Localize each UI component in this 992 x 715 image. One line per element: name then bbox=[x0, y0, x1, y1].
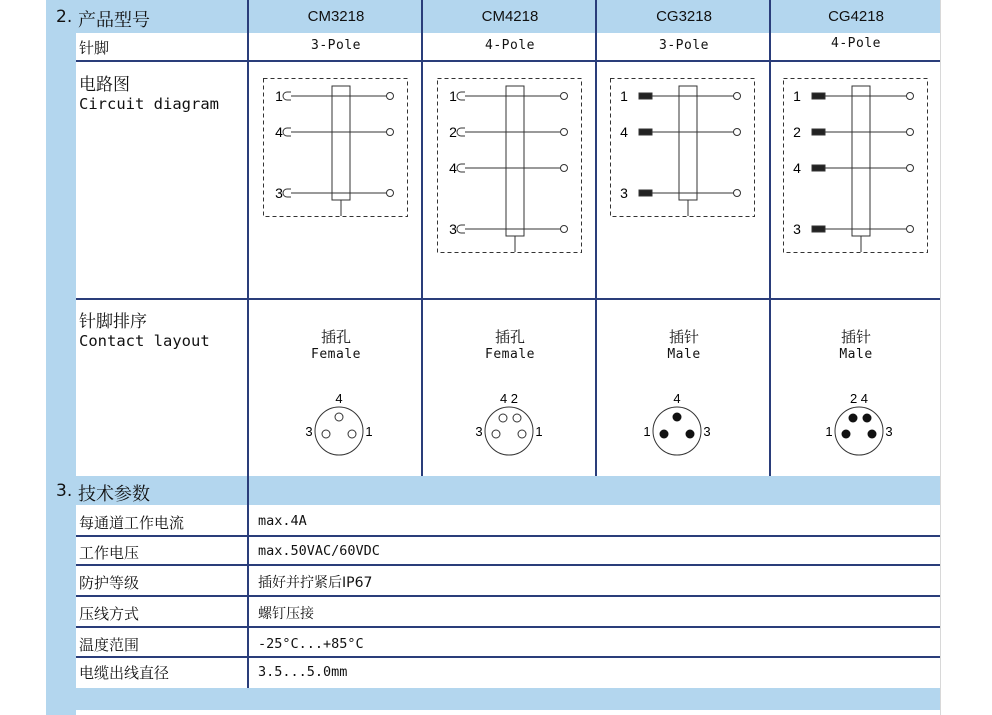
pole-count: 4-Pole bbox=[485, 38, 535, 53]
section2-number: 2. bbox=[56, 7, 73, 27]
contact-type-cn: 插针 bbox=[840, 328, 871, 346]
section2-title: 产品型号 bbox=[78, 10, 150, 31]
pin-number: 4 bbox=[449, 160, 457, 176]
contact-pin-label: 1 bbox=[365, 424, 373, 439]
page-margin bbox=[0, 0, 47, 660]
circuit-diagram bbox=[437, 78, 583, 254]
row-divider bbox=[76, 298, 940, 300]
contact-label-en: Contact layout bbox=[79, 332, 210, 350]
circuit-label-en: Circuit diagram bbox=[79, 95, 219, 113]
row-divider bbox=[76, 535, 940, 537]
contact-layout-diagram bbox=[824, 390, 894, 460]
contact-pin-label: 3 bbox=[305, 424, 313, 439]
spec-value: -25°C...+85°C bbox=[258, 636, 364, 652]
footer-band bbox=[46, 688, 940, 710]
contact-type-en: Male bbox=[839, 347, 873, 362]
pole-count: 4-Pole bbox=[831, 36, 881, 51]
pin-number: 2 bbox=[449, 124, 457, 140]
pin-number: 4 bbox=[793, 160, 801, 176]
page-margin-right bbox=[940, 0, 992, 715]
contact-layout-diagram bbox=[642, 390, 712, 460]
contact-pin-label: 3 bbox=[885, 424, 893, 439]
row-divider bbox=[76, 564, 940, 566]
contact-type-cn: 插孔 bbox=[494, 328, 525, 346]
model-name: CG3218 bbox=[656, 8, 712, 25]
pin-number: 3 bbox=[793, 221, 801, 237]
spec-label: 压线方式 bbox=[79, 605, 140, 623]
contact-pin-label: 4 bbox=[335, 391, 343, 406]
column-divider bbox=[769, 0, 771, 476]
pin-number: 1 bbox=[449, 88, 457, 104]
contact-type-cn: 插针 bbox=[668, 328, 699, 346]
pin-number: 2 bbox=[793, 124, 801, 140]
circuit-diagram bbox=[783, 78, 929, 254]
row-divider bbox=[76, 595, 940, 597]
section3-header-band bbox=[46, 476, 940, 505]
column-divider bbox=[247, 0, 249, 476]
pin-number: 3 bbox=[275, 185, 283, 201]
contact-pin-label: 1 bbox=[535, 424, 543, 439]
pin-number: 1 bbox=[275, 88, 283, 104]
contact-pin-label: 2 4 bbox=[849, 391, 869, 406]
row-divider bbox=[76, 656, 940, 658]
contact-pin-label: 4 bbox=[673, 391, 681, 406]
contact-pin-label: 3 bbox=[703, 424, 711, 439]
spec-value: 3.5...5.0mm bbox=[258, 664, 348, 680]
model-name: CM4218 bbox=[481, 8, 539, 25]
contact-type-cn: 插孔 bbox=[320, 328, 351, 346]
model-name: CM3218 bbox=[307, 8, 365, 25]
pin-number: 1 bbox=[620, 88, 628, 104]
spec-label: 电缆出线直径 bbox=[79, 664, 170, 682]
pin-number: 4 bbox=[620, 124, 628, 140]
row-divider bbox=[76, 60, 940, 62]
contact-type-en: Female bbox=[485, 347, 535, 362]
model-name: CG4218 bbox=[828, 8, 884, 25]
pin-number: 1 bbox=[793, 88, 801, 104]
spec-label: 温度范围 bbox=[79, 636, 140, 654]
spec-value: 螺钉压接 bbox=[258, 606, 314, 622]
pin-number: 4 bbox=[275, 124, 283, 140]
contact-pin-label: 1 bbox=[643, 424, 651, 439]
pin-row-label: 针脚 bbox=[79, 39, 110, 57]
contact-type-en: Female bbox=[311, 347, 361, 362]
contact-label-cn: 针脚排序 bbox=[79, 312, 147, 332]
pin-number: 3 bbox=[449, 221, 457, 237]
section3-number: 3. bbox=[56, 481, 73, 501]
contact-pin-label: 3 bbox=[475, 424, 483, 439]
spec-value: max.50VAC/60VDC bbox=[258, 543, 380, 559]
pole-count: 3-Pole bbox=[311, 38, 361, 53]
contact-layout-diagram bbox=[474, 390, 544, 460]
circuit-diagram bbox=[610, 78, 756, 218]
contact-pin-label: 1 bbox=[825, 424, 833, 439]
contact-pin-label: 4 2 bbox=[499, 391, 519, 406]
row-divider bbox=[76, 626, 940, 628]
spec-label: 工作电压 bbox=[79, 544, 140, 562]
section3-title: 技术参数 bbox=[78, 484, 150, 505]
circuit-label-cn: 电路图 bbox=[79, 75, 130, 95]
pole-count: 3-Pole bbox=[659, 38, 709, 53]
circuit-diagram bbox=[263, 78, 409, 218]
column-divider bbox=[595, 0, 597, 476]
spec-label: 每通道工作电流 bbox=[79, 514, 185, 532]
left-color-bar bbox=[46, 0, 76, 715]
column-divider bbox=[421, 0, 423, 476]
contact-layout-diagram bbox=[304, 390, 374, 460]
pin-number: 3 bbox=[620, 185, 628, 201]
contact-type-en: Male bbox=[667, 347, 701, 362]
spec-value: max.4A bbox=[258, 513, 307, 529]
spec-value: 插好并拧紧后IP67 bbox=[258, 575, 373, 591]
spec-label: 防护等级 bbox=[79, 574, 140, 592]
